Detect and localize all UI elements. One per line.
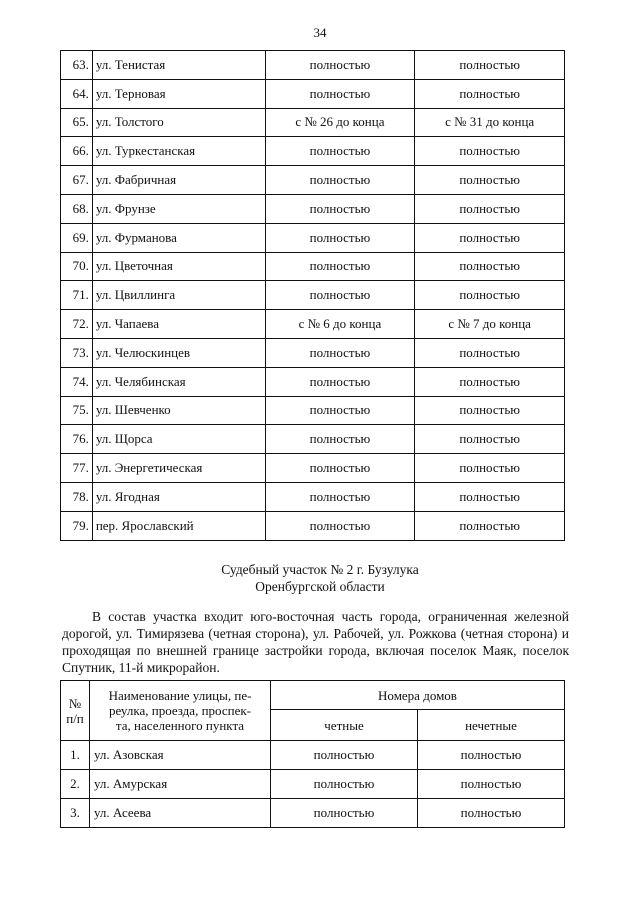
even-houses: полностью <box>265 166 415 195</box>
odd-houses: полностью <box>415 482 565 511</box>
odd-houses: с № 31 до конца <box>415 108 565 137</box>
row-number: 2. <box>61 770 90 799</box>
table-row <box>61 511 565 540</box>
street-name: ул. Фабричная <box>92 166 265 195</box>
odd-houses: полностью <box>415 252 565 281</box>
street-name: ул. Фурманова <box>92 223 265 252</box>
even-houses: полностью <box>265 367 415 396</box>
odd-houses: полностью <box>415 166 565 195</box>
odd-houses: полностью <box>415 137 565 166</box>
section-paragraph-text: В состав участка входит юго-восточная часть города, ограниченная железной дорогой, ул. Тимирязева (четная сторона), ул. Рабочей, ул. Рожкова (четная сторона) и проходящая по внешней границе застройки города, включая поселок Маяк, поселок Спутник, 11-й микрорайон. <box>62 609 569 675</box>
odd-houses: полностью <box>415 223 565 252</box>
row-number: 68. <box>61 194 93 223</box>
even-houses: с № 6 до конца <box>265 310 415 339</box>
street-name: ул. Челябинская <box>92 367 265 396</box>
even-houses: полностью <box>271 741 418 770</box>
section-paragraph <box>62 608 569 676</box>
table-row <box>61 310 565 339</box>
table-row <box>61 108 565 137</box>
even-houses: полностью <box>265 396 415 425</box>
table2-header-even: четные <box>271 710 418 741</box>
table-row <box>61 770 565 799</box>
street-name: ул. Азовская <box>90 741 271 770</box>
row-number: 78. <box>61 482 93 511</box>
row-number: 70. <box>61 252 93 281</box>
street-name: ул. Цветочная <box>92 252 265 281</box>
table-row <box>61 482 565 511</box>
table-row <box>61 79 565 108</box>
table-row <box>61 223 565 252</box>
street-name: ул. Туркестанская <box>92 137 265 166</box>
street-name: ул. Щорса <box>92 425 265 454</box>
street-name: ул. Терновая <box>92 79 265 108</box>
header-name-line3: та, населенного пункта <box>115 718 245 733</box>
odd-houses: полностью <box>418 799 565 828</box>
street-name: ул. Цвиллинга <box>92 281 265 310</box>
header-num-line1: № <box>68 695 82 711</box>
street-name: ул. Чапаева <box>92 310 265 339</box>
street-name: ул. Челюскинцев <box>92 338 265 367</box>
table2-header-odd: нечетные <box>418 710 565 741</box>
row-number: 72. <box>61 310 93 339</box>
street-name: ул. Энергетическая <box>92 454 265 483</box>
table-row <box>61 454 565 483</box>
table-row <box>61 741 565 770</box>
even-houses: полностью <box>265 137 415 166</box>
odd-houses: полностью <box>415 367 565 396</box>
row-number: 3. <box>61 799 90 828</box>
even-houses: полностью <box>265 454 415 483</box>
table-row <box>61 799 565 828</box>
even-houses: полностью <box>265 252 415 281</box>
even-houses: полностью <box>271 770 418 799</box>
even-houses: полностью <box>265 482 415 511</box>
row-number: 67. <box>61 166 93 195</box>
even-houses: полностью <box>265 338 415 367</box>
row-number: 79. <box>61 511 93 540</box>
row-number: 75. <box>61 396 93 425</box>
even-houses: полностью <box>265 425 415 454</box>
header-name-line2: реулка, проезда, проспек- <box>108 703 251 718</box>
table-row <box>61 281 565 310</box>
odd-houses: с № 7 до конца <box>415 310 565 339</box>
street-name: ул. Тенистая <box>92 51 265 80</box>
header-num-line2: п/п <box>66 710 84 726</box>
page-number: 34 <box>313 25 327 40</box>
row-number: 66. <box>61 137 93 166</box>
odd-houses: полностью <box>415 79 565 108</box>
street-name: ул. Фрунзе <box>92 194 265 223</box>
table-row <box>61 51 565 80</box>
street-name: ул. Ягодная <box>92 482 265 511</box>
odd-houses: полностью <box>415 454 565 483</box>
odd-houses: полностью <box>415 425 565 454</box>
street-name: ул. Шевченко <box>92 396 265 425</box>
odd-houses: полностью <box>415 194 565 223</box>
row-number: 71. <box>61 281 93 310</box>
table2-header-row <box>61 681 565 710</box>
even-houses: полностью <box>265 223 415 252</box>
odd-houses: полностью <box>415 51 565 80</box>
row-number: 63. <box>61 51 93 80</box>
header-name-line1: Наименование улицы, пе- <box>108 688 252 703</box>
odd-houses: полностью <box>418 741 565 770</box>
street-name: ул. Амурская <box>90 770 271 799</box>
table-row <box>61 194 565 223</box>
row-number: 76. <box>61 425 93 454</box>
row-number: 1. <box>61 741 90 770</box>
street-name: пер. Ярославский <box>92 511 265 540</box>
section-heading-line1: Судебный участок № 2 г. Бузулука <box>221 562 419 577</box>
row-number: 65. <box>61 108 93 137</box>
table-row <box>61 137 565 166</box>
even-houses: полностью <box>271 799 418 828</box>
table-row <box>61 166 565 195</box>
table-row <box>61 396 565 425</box>
street-name: ул. Асеева <box>90 799 271 828</box>
even-houses: полностью <box>265 511 415 540</box>
row-number: 77. <box>61 454 93 483</box>
table2-header-houses: Номера домов <box>271 681 565 710</box>
streets-table-section2 <box>60 680 565 828</box>
odd-houses: полностью <box>415 396 565 425</box>
row-number: 64. <box>61 79 93 108</box>
section-heading <box>0 561 640 595</box>
odd-houses: полностью <box>415 511 565 540</box>
row-number: 74. <box>61 367 93 396</box>
odd-houses: полностью <box>415 338 565 367</box>
odd-houses: полностью <box>418 770 565 799</box>
table2-header-name <box>90 681 271 741</box>
row-number: 73. <box>61 338 93 367</box>
streets-table-continued <box>60 50 565 541</box>
table2-header-num <box>61 681 90 741</box>
section-heading-line2: Оренбургской области <box>255 579 385 594</box>
even-houses: полностью <box>265 79 415 108</box>
even-houses: полностью <box>265 194 415 223</box>
table-row <box>61 338 565 367</box>
table-row <box>61 252 565 281</box>
table-row <box>61 425 565 454</box>
even-houses: с № 26 до конца <box>265 108 415 137</box>
even-houses: полностью <box>265 281 415 310</box>
odd-houses: полностью <box>415 281 565 310</box>
even-houses: полностью <box>265 51 415 80</box>
table-row <box>61 367 565 396</box>
row-number: 69. <box>61 223 93 252</box>
street-name: ул. Толстого <box>92 108 265 137</box>
